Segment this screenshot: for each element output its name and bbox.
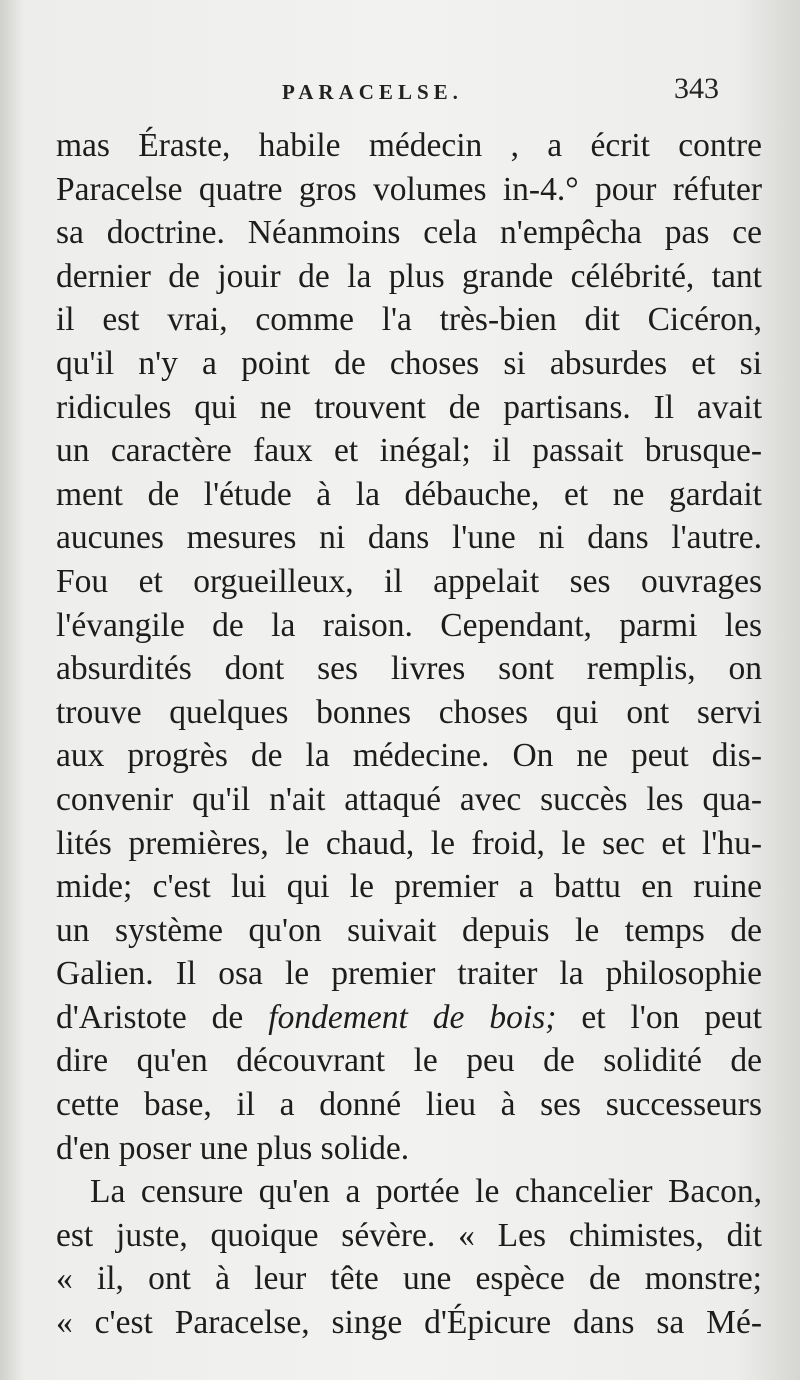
italic-phrase: fondement de bois; [268,998,557,1036]
text-line: ment de l'étude à la débauche, et ne gardait [56,475,762,513]
text-segment: et l'on peut [556,998,762,1036]
text-line: l'évangile de la raison. Cependant, parmi les [56,606,762,644]
text-line: lités premières, le chaud, le froid, le sec et l'hu- [56,824,762,862]
text-line: Galien. Il osa le premier traiter la philosophie [56,955,762,993]
text-line: dernier de jouir de la plus grande célébrité, tant [56,257,762,295]
running-title: PARACELSE. [282,80,463,104]
text-line: sa doctrine. Néanmoins cela n'empêcha pas ce [56,214,762,252]
text-line: un caractère faux et inégal; il passait brusque- [56,432,762,470]
paragraph-end-line: d'en poser une plus solide. [56,1129,410,1167]
text-line: trouve quelques bonnes choses qui ont servi [56,693,762,731]
text-line: La censure qu'en a portée le chancelier Bacon, [90,1173,762,1211]
text-segment: d'Aristote de [56,998,269,1036]
text-line: ridicules qui ne trouvent de partisans. Il avait [56,388,762,426]
text-line: est juste, quoique sévère. « Les chimistes, dit [56,1216,762,1254]
text-line: mide; c'est lui qui le premier a battu en ruine [56,868,762,906]
text-line: mas Éraste, habile médecin , a écrit contre [56,127,762,164]
page-number: 343 [674,72,719,105]
text-line: « il, ont à leur tête une espèce de monstre; [56,1260,762,1298]
text-line: Fou et orgueilleux, il appelait ses ouvrages [56,562,762,600]
text-line: dire qu'en découvrant le peu de solidité de [56,1042,762,1080]
text-line: il est vrai, comme l'a très-bien dit Cicéron, [56,301,762,339]
text-line: Paracelse quatre gros volumes in-4.° pour réfuter [56,170,762,208]
text-line: cette base, il a donné lieu à ses successeurs [56,1086,762,1124]
text-line: qu'il n'y a point de choses si absurdes et si [56,344,762,382]
text-line: absurdités dont ses livres sont remplis, on [56,650,762,688]
text-line: « c'est Paracelse, singe d'Épicure dans sa Mé- [56,1304,762,1342]
running-head [0,72,800,118]
text-line: un système qu'on suivait depuis le temps de [56,911,762,949]
text-line: aucunes mesures ni dans l'une ni dans l'autre. [56,519,762,557]
text-line: aux progrès de la médecine. On ne peut dis- [56,737,762,775]
body-text [56,124,762,1345]
text-line-with-italic [56,996,762,1040]
text-line: convenir qu'il n'ait attaqué avec succès les qua- [56,780,762,818]
